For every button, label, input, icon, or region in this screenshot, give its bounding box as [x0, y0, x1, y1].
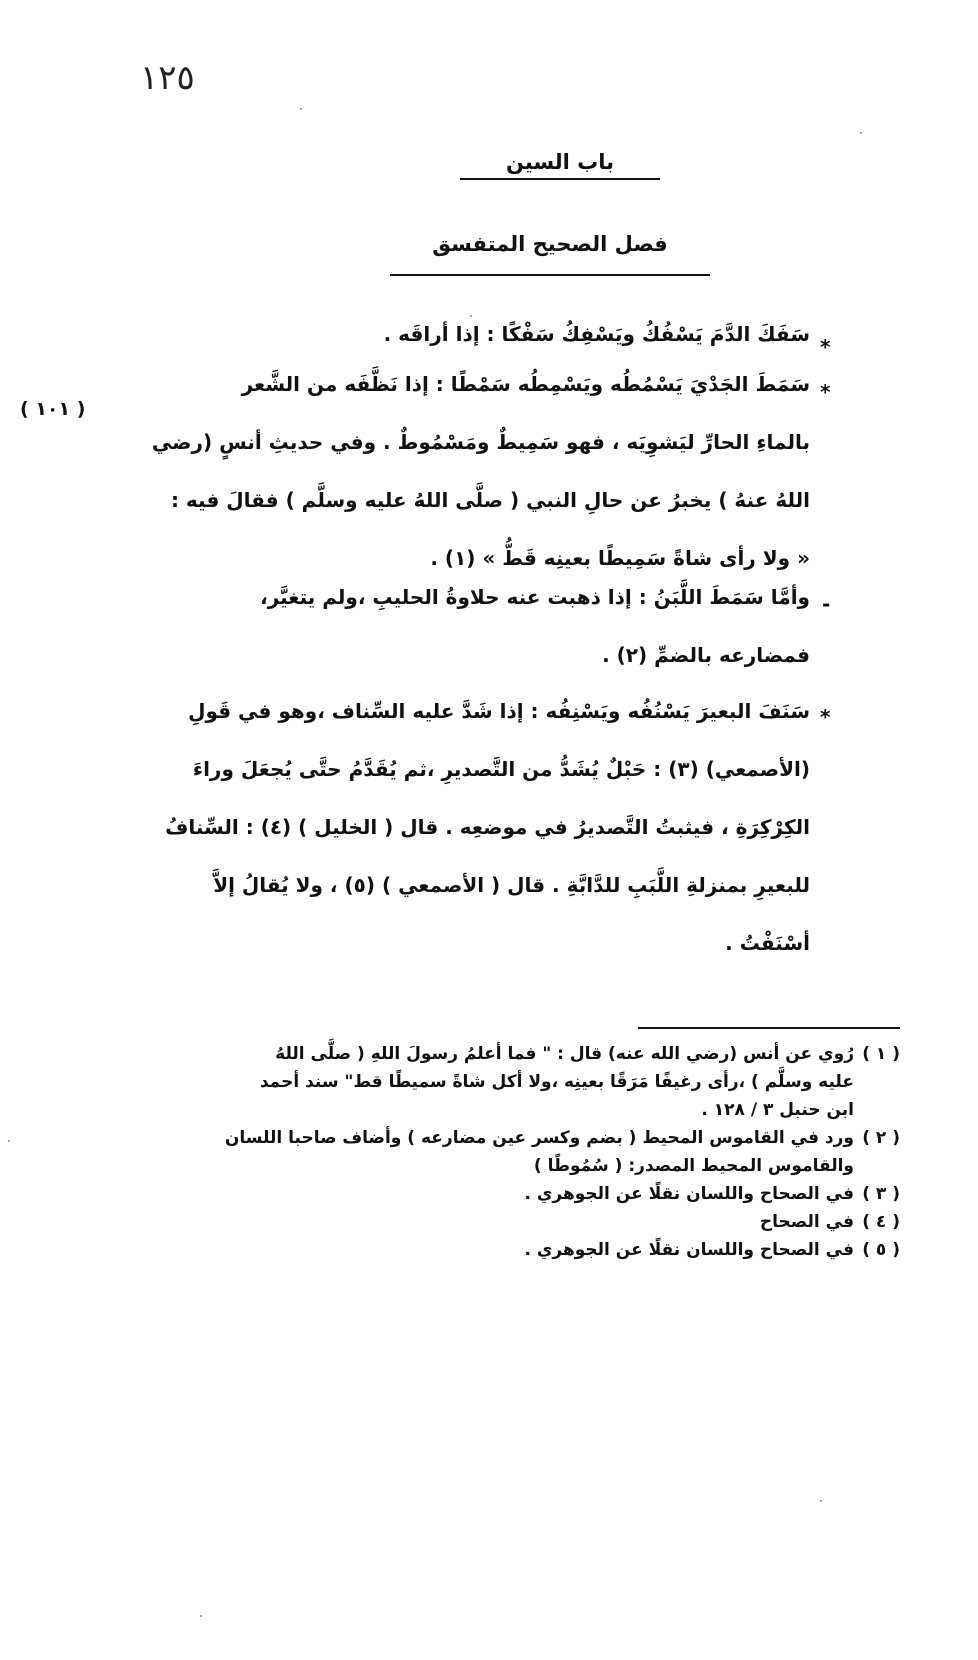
entry-line: سَنَفَ البعيرَ يَسْنُفُه ويَسْنِفُه : إذا شَدَّ عليه السِّناف ،وهو في قَولِ — [188, 699, 810, 723]
footnote-line: ورد في القاموس المحيط ( بضم وكسر عين مضارعه ) وأضاف صاحبا اللسان — [224, 1128, 854, 1148]
footnotes — [110, 1040, 900, 1264]
footnote-line: في الصحاح واللسان نقلًا عن الجوهري . — [524, 1240, 854, 1260]
scan-speck — [200, 1615, 202, 1617]
entry-line: (الأصمعي) (٣) : حَبْلٌ يُشَدُّ من التَّصديرِ ،ثم يُقَدَّمُ حتَّى يُجعَلَ وراءَ — [192, 757, 810, 781]
footnote-number: ( ٢ ) — [862, 1128, 900, 1148]
entry-marker: - — [822, 592, 831, 616]
footnote-5 — [110, 1236, 900, 1264]
footnote-1 — [110, 1040, 900, 1124]
entry-line: سَفَكَ الدَّمَ يَسْفُكُ ويَسْفِكُ سَفْكًا : إذا أراقَه . — [383, 322, 810, 346]
entry-line: للبعيرِ بمنزلةِ اللَّبَبِ للدَّابَّةِ . قال ( الأصمعي ) (٥) ، ولا يُقالُ إلاَّ — [213, 873, 810, 897]
scan-speck — [8, 1140, 10, 1142]
entry-line: الكِرْكِرَةِ ، فيثبتُ التَّصديرُ في موضعِه . قال ( الخليل ) (٤) : السِّنافُ — [165, 815, 810, 839]
scan-speck — [300, 108, 302, 110]
footnote-3 — [110, 1180, 900, 1208]
footnote-4 — [110, 1208, 900, 1236]
footnote-line: عليه وسلَّم ) ،رأى رغيفًا مَرَقًا بعينِه ،ولا أكل شاةً سميطًا قط" سند أحمد — [259, 1072, 854, 1092]
footnote-line: والقاموس المحيط المصدر: ( سُمُوطًا ) — [533, 1156, 854, 1176]
entry-line: سَمَطَ الجَدْيَ يَسْمُطُه ويَسْمِطُه سَمْطًا : إذا نَظَّفَه من الشَّعر — [241, 372, 810, 396]
footnote-number: ( ١ ) — [862, 1044, 900, 1064]
side-note-entry-number: ( ١٠١ ) — [20, 398, 86, 420]
footnote-number: ( ٥ ) — [862, 1240, 900, 1260]
entry-line: اللهُ عنهُ ) يخبرُ عن حالِ النبي ( صلَّى اللهُ عليه وسلَّم ) فقالَ فيه : — [170, 488, 810, 512]
chapter-title: باب السين — [460, 150, 660, 180]
footnote-line: رُوي عن أنس (رضي الله عنه) قال : " فما أعلمُ رسولَ اللهِ ( صلَّى اللهُ — [275, 1044, 854, 1064]
footnote-line: ابن حنبل ٣ / ١٢٨ . — [701, 1100, 854, 1120]
section-title: فصل الصحيح المتفسق — [390, 232, 710, 276]
footnote-number: ( ٤ ) — [862, 1212, 900, 1232]
scan-speck — [470, 315, 472, 317]
entry-line: أسْنَفْتُ . — [725, 931, 810, 955]
entry-line: بالماءِ الحارِّ ليَشوِيَه ، فهو سَمِيطٌ ومَسْمُوطٌ . وفي حديثِ أنسٍ (رضي — [151, 430, 810, 454]
entry-samat-laban — [110, 568, 810, 684]
page-number: ١٢٥ — [140, 58, 195, 98]
footnote-number: ( ٣ ) — [862, 1184, 900, 1204]
scan-speck — [860, 132, 862, 134]
footnote-2 — [110, 1124, 900, 1180]
entry-marker: * — [820, 335, 831, 359]
entry-marker: * — [820, 705, 831, 729]
scan-speck — [820, 1500, 822, 1502]
footnote-line: في الصحاح — [759, 1212, 854, 1232]
entry-sanaf — [110, 682, 810, 972]
entry-samat — [110, 355, 810, 587]
entry-marker: * — [820, 380, 831, 404]
entry-line: « ولا رأى شاةً سَمِيطًا بعينِه قَطُّ » (١) . — [430, 546, 810, 570]
entry-line: فمضارعه بالضمِّ (٢) . — [602, 643, 810, 667]
entry-line: وأمَّا سَمَطَ اللَّبَنُ : إذا ذهبت عنه حلاوةُ الحليبِ ،ولم يتغيَّر، — [260, 585, 810, 609]
footnote-divider — [638, 1027, 900, 1029]
footnote-line: في الصحاح واللسان نقلًا عن الجوهري . — [524, 1184, 854, 1204]
